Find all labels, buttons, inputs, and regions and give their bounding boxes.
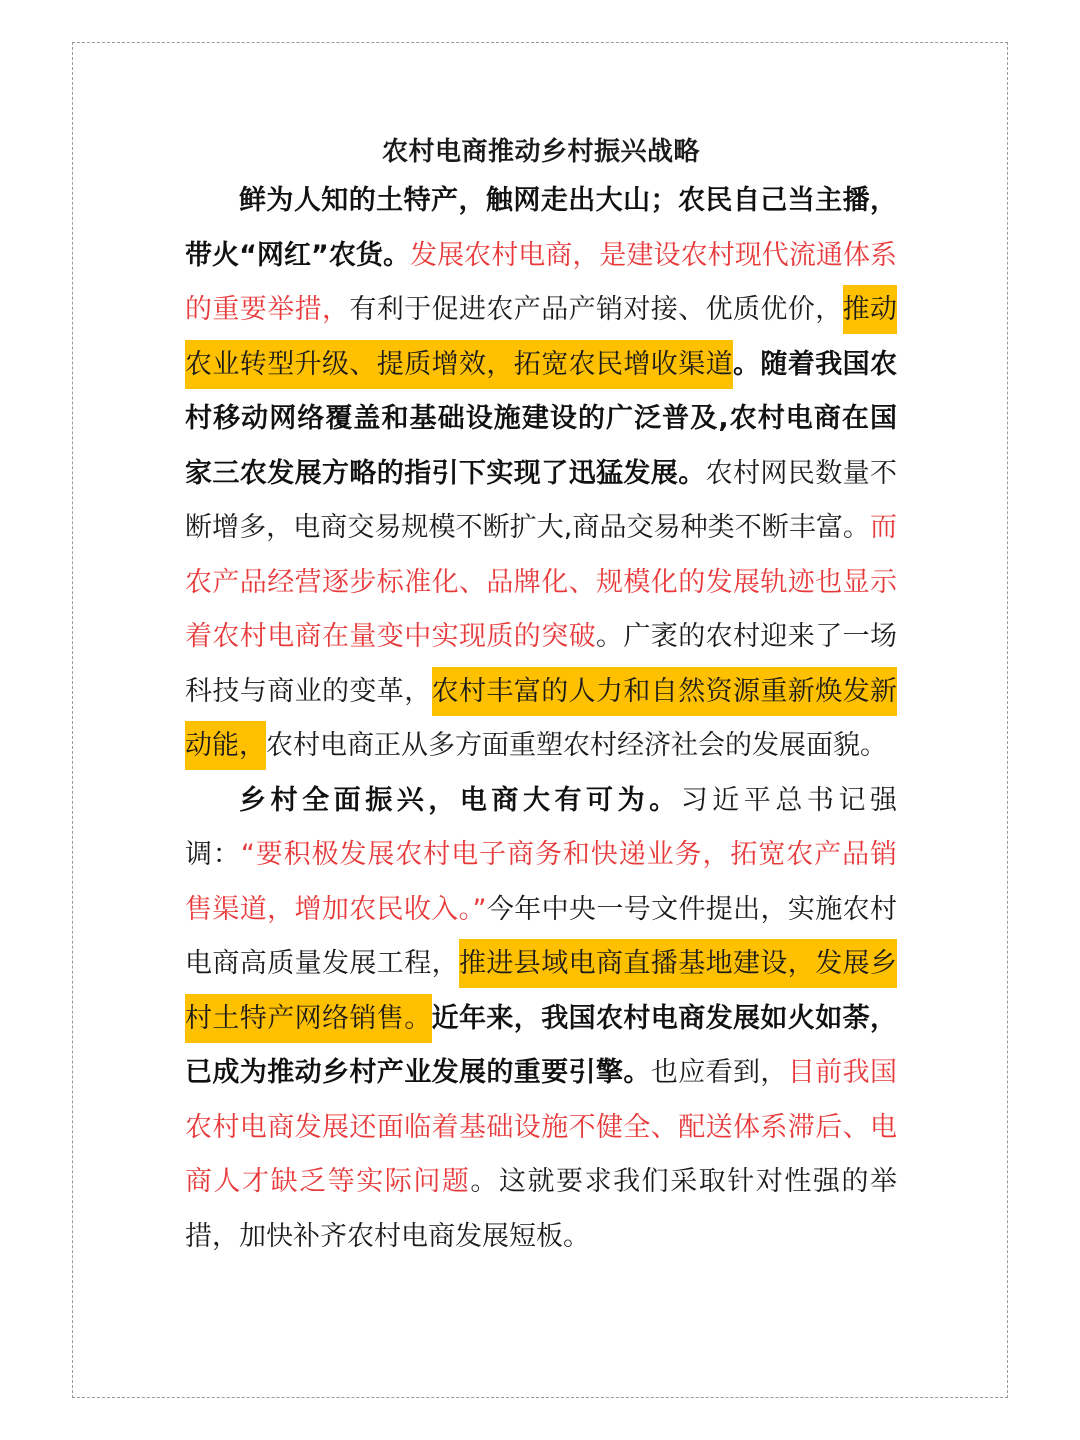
document-body [185,130,897,1264]
p2-plain-text-4: 。这就要求我们采取针对性强的举措，加快补齐农村电商发展短板。 [185,1166,898,1252]
paragraph-1 [185,174,897,774]
p2-bold-text-2: 近年来，我国农村电商发展如火如荼，已成为推动乡村产业发展的重要引擎。 [185,1002,898,1088]
paragraph-2 [185,774,897,1265]
p2-plain-text-1: 习近平总书记强调： [185,784,898,870]
p1-plain-text-3: 。广袤的农村迎来了一场科技与商业的变革， [185,621,897,707]
p1-highlight-2: 农村丰富的人力和自然资源重新焕发新动能， [185,667,897,771]
p1-red-text-1: 发展农村电商，是建设农村现代流通体系的重要举措， [185,239,897,325]
p1-bold-text-2: 。随着我国农村移动网络覆盖和基础设施建设的广泛普及,农村电商在国家三农发展方略的指引下实现了迅猛发展。 [185,348,897,489]
document-title: 农村电商推动乡村振兴战略 [381,137,700,167]
p1-bold-intro: 鲜为人知的土特产，触网走出大山；农民自己当主播，带火“网红”农货。 [185,185,897,271]
p2-bold-intro: 乡村全面振兴，电商大有可为。 [239,784,681,816]
p1-plain-text-4: 农村电商正从多方面重塑农村经济社会的发展面貌。 [266,730,887,761]
p2-plain-text-3: 也应看到， [650,1057,788,1088]
p2-plain-text-2: 今年中央一号文件提出，实施农村电商高质量发展工程， [185,893,897,979]
p2-highlight-1: 推进县域电商直播基地建设，发展乡村土特产网络销售。 [185,939,897,1043]
p1-plain-text-1: 有利于促进农产品产销对接、优质优价， [349,294,843,325]
p2-red-quote: “要积极发展农村电子商务和快递业务，拓宽农产品销售渠道，增加农民收入。” [185,839,897,925]
p1-red-text-2: 而农产品经营逐步标准化、品牌化、规模化的发展轨迹也显示着农村电商在量变中实现质的突破 [185,512,897,652]
p1-plain-text-2: 农村网民数量不断增多，电商交易规模不断扩大,商品交易种类不断丰富。 [185,457,898,543]
p1-highlight-1: 推动农业转型升级、提质增效，拓宽农民增收渠道 [185,285,897,389]
p2-red-text-2: 目前我国农村电商发展还面临着基础设施不健全、配送体系滞后、电商人才缺乏等实际问题 [185,1057,898,1197]
